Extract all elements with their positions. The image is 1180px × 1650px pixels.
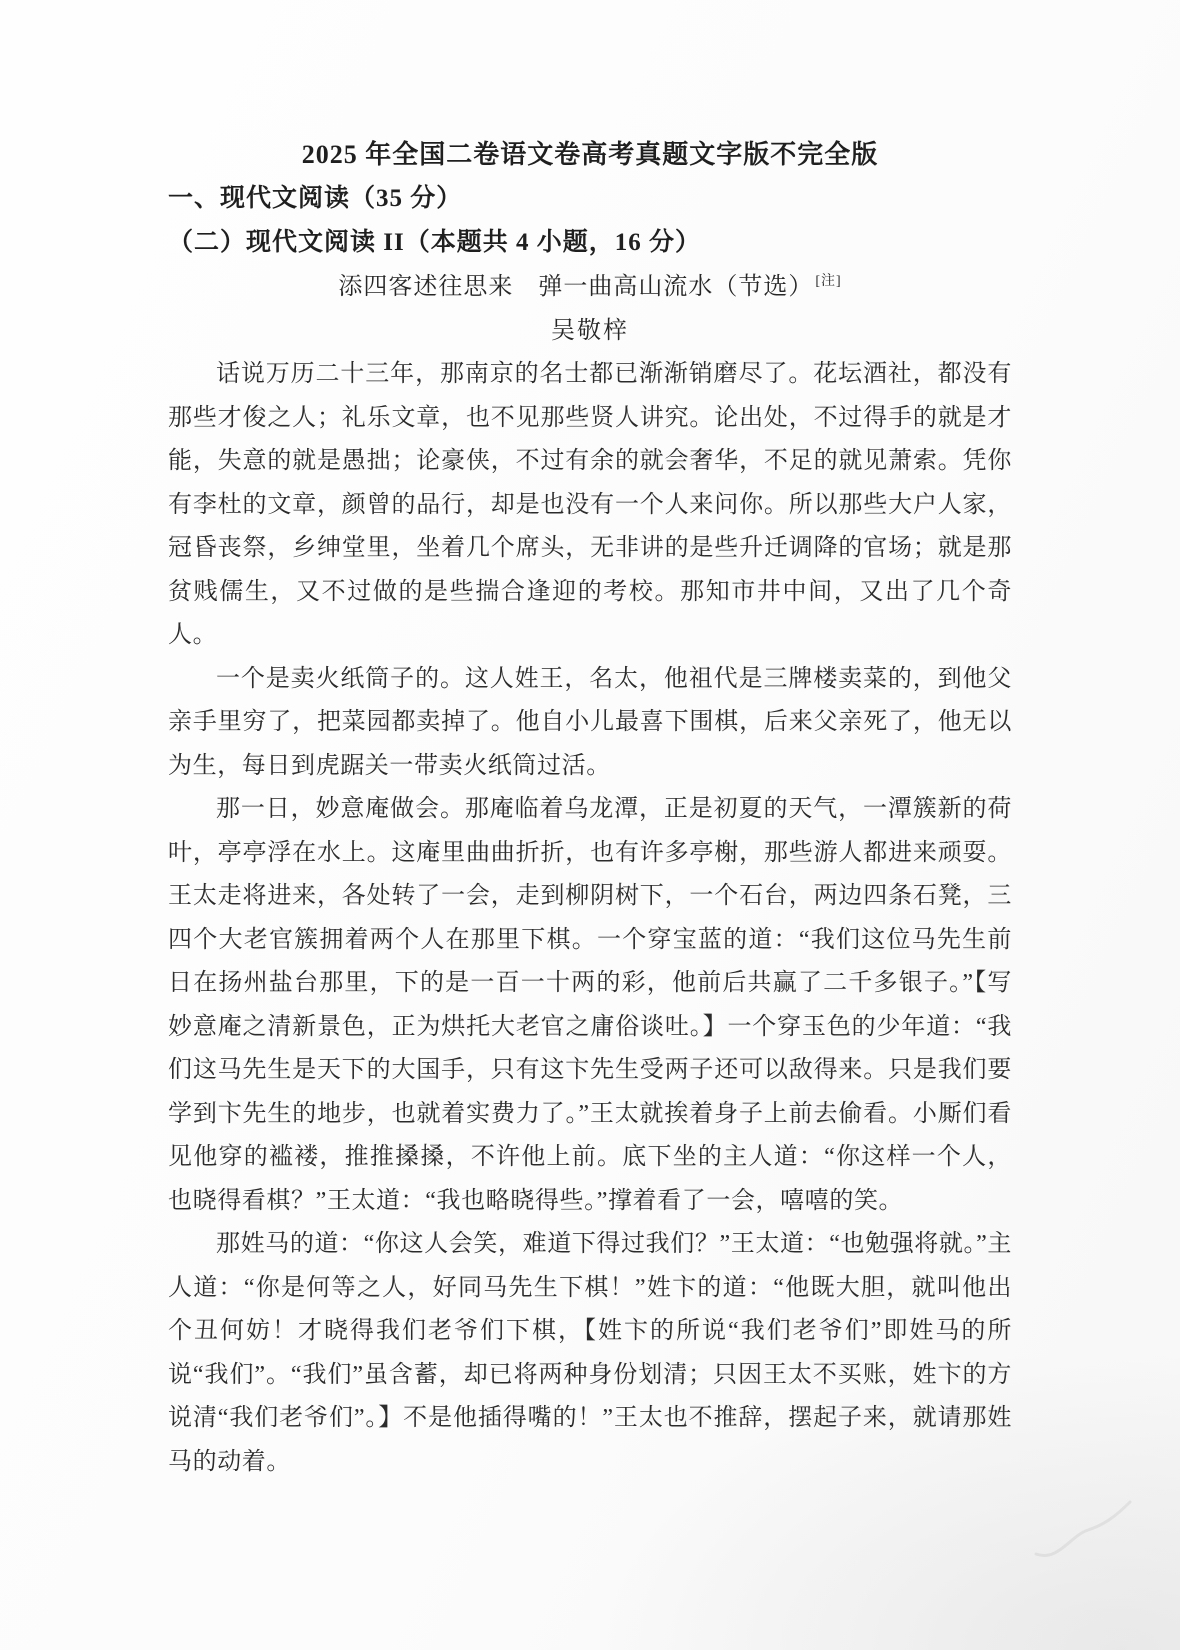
section-heading: 一、现代文阅读（35 分） — [168, 185, 463, 212]
passage-paragraph-4: 那姓马的道：“你这人会笑，难道下得过我们？”王太道：“也勉强将就。”主人道：“你是何等之人，好同马先生下棋！”姓卞的道：“他既大胆，就叫他出个丑何妨！才晓得我们老爷们下棋，【姓卞的所说“我们老爷们”即姓马的所说“我们”。“我们”虽含蓄，却已将两种身份划清；只因王太不买账，姓卞的方说清“我们老爷们”。】不是他插得嘴的！”王太也不推辞，摆起子来，就请那姓马的动着。 — [168, 1231, 1012, 1475]
passage-title-text: 添四客述往思来 弹一曲高山流水（节选） — [338, 274, 814, 300]
passage-author: 吴敬梓 — [551, 318, 629, 344]
passage-paragraph-1: 话说万历二十三年，那南京的名士都已渐渐销磨尽了。花坛酒社，都没有那些才俊之人；礼乐文章，也不见那些贤人讲究。论出处，不过得手的就是才能，失意的就是愚拙；论豪侠，不过有余的就会奢华，不足的就见萧索。凭你有李杜的文章，颜曾的品行，却是也没有一个人来问你。所以那些大户人家，冠昏丧祭，乡绅堂里，坐着几个席头，无非讲的是些升迁调降的官场；就是那贫贱儒生，又不过做的是些揣合逢迎的考校。那知市井中间，又出了几个奇人。 — [168, 361, 1012, 648]
passage-body — [168, 353, 1012, 1484]
passage-title — [168, 265, 1012, 309]
footnote-marker: [注] — [815, 274, 842, 289]
subsection-heading: （二）现代文阅读 II（本题共 4 小题，16 分） — [168, 229, 701, 256]
photo-smudge-artifact — [1028, 1492, 1138, 1572]
passage-paragraph-3: 那一日，妙意庵做会。那庵临着乌龙潭，正是初夏的天气，一潭簇新的荷叶，亭亭浮在水上。这庵里曲曲折折，也有许多亭榭，那些游人都进来顽耍。王太走将进来，各处转了一会，走到柳阴树下，一个石台，两边四条石凳，三四个大老官簇拥着两个人在那里下棋。一个穿宝蓝的道：“我们这位马先生前日在扬州盐台那里，下的是一百一十两的彩，他前后共赢了二千多银子。”【写妙意庵之清新景色，正为烘托大老官之庸俗谈吐。】一个穿玉色的少年道：“我们这马先生是天下的大国手，只有这卞先生受两子还可以敌得来。只是我们要学到卞先生的地步，也就着实费力了。”王太就挨着身子上前去偷看。小厮们看见他穿的褴褛，推推搡搡，不许他上前。底下坐的主人道：“你这样一个人，也晓得看棋？”王太道：“我也略晓得些。”撑着看了一会，嘻嘻的笑。 — [168, 796, 1012, 1214]
passage-paragraph-2: 一个是卖火纸筒子的。这人姓王，名太，他祖代是三牌楼卖菜的，到他父亲手里穷了，把菜园都卖掉了。他自小儿最喜下围棋，后来父亲死了，他无以为生，每日到虎踞关一带卖火纸筒过活。 — [168, 665, 1012, 779]
page-title: 2025 年全国二卷语文卷高考真题文字版不完全版 — [301, 140, 879, 169]
